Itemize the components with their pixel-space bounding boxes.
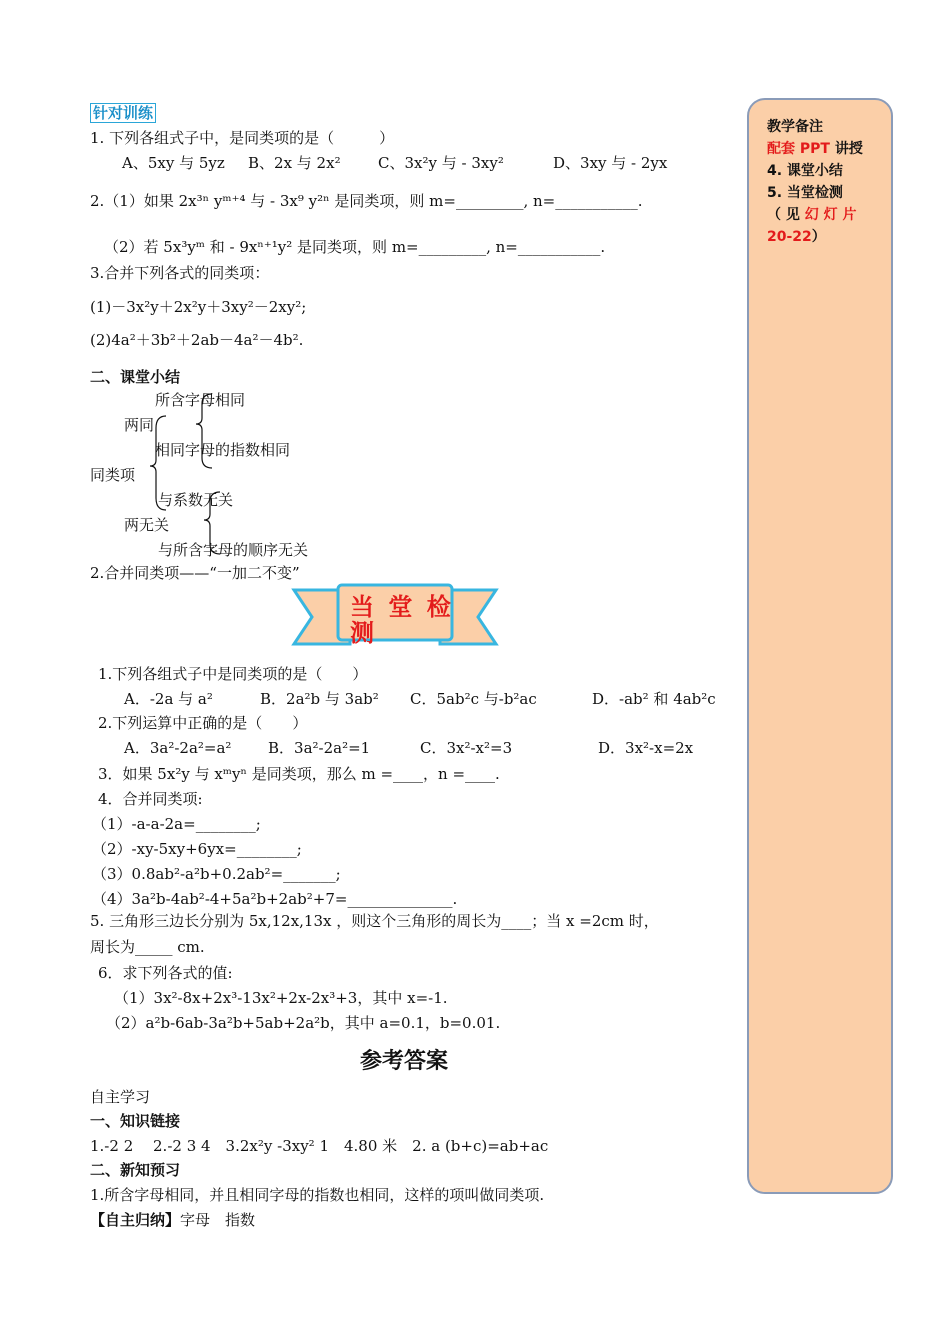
notes-slides-red: 幻 灯 片 bbox=[804, 207, 857, 223]
answers-summary-text: 字母 指数 bbox=[180, 1211, 256, 1229]
q3-part1: (1)－3x²y＋2x²y＋3xy²－2xy²; bbox=[90, 298, 307, 316]
test-q6: 6．求下列各式的值: bbox=[98, 964, 233, 982]
summary-two-same: 两同 bbox=[124, 416, 155, 434]
summary-heading: 二、课堂小结 bbox=[90, 369, 181, 386]
q1-option-d: D、3xy 与 - 2yx bbox=[553, 154, 668, 172]
test-q1-b: B．2a²b 与 3ab² bbox=[260, 690, 379, 708]
test-q2-d: D．3x²-x=2x bbox=[598, 739, 694, 757]
summary-merge: 2.合并同类项——“一加二不变” bbox=[90, 564, 300, 582]
notes-title: 教学备注 bbox=[767, 119, 823, 135]
test-q1-c: C．5ab²c 与-b²ac bbox=[410, 690, 537, 708]
notes-paren-open: （ 见 bbox=[767, 207, 805, 223]
answers-title: 参考答案 bbox=[360, 1048, 449, 1074]
test-q1: 1.下列各组式子中是同类项的是（ ） bbox=[98, 665, 368, 683]
answers-preview: 二、新知预习 bbox=[90, 1162, 181, 1179]
test-q2-c: C．3x²-x²=3 bbox=[420, 739, 513, 757]
q1-option-c: C、3x²y 与 - 3xy² bbox=[378, 154, 504, 172]
notes-range-red: 20-22 bbox=[767, 229, 812, 245]
summary-item-4: 与所含字母的顺序无关 bbox=[158, 541, 309, 559]
test-q1-a: A．-2a 与 a² bbox=[124, 690, 213, 708]
test-q6-item-2: （2）a²b-6ab-3a²b+5ab+2a²b，其中 a=0.1，b=0.01. bbox=[106, 1014, 501, 1032]
answers-line-2: 1.所含字母相同，并且相同字母的指数也相同，这样的项叫做同类项. bbox=[90, 1186, 545, 1204]
q1-option-b: B、2x 与 2x² bbox=[248, 154, 341, 172]
test-q4-item-3: （3）0.8ab²-a²b+0.2ab²=_______; bbox=[92, 865, 341, 883]
q3-part2: (2)4a²＋3b²＋2ab－4a²－4b². bbox=[90, 331, 304, 349]
test-q2-b: B．3a²-2a²=1 bbox=[268, 739, 371, 757]
notes-line-slides bbox=[767, 204, 857, 226]
q3-stem: 3.合并下列各式的同类项： bbox=[90, 264, 270, 282]
answers-summary bbox=[90, 1209, 255, 1230]
test-q3: 3．如果 5x²y 与 xᵐyⁿ 是同类项，那么 m =____，n =____. bbox=[98, 765, 500, 783]
test-q2: 2.下列运算中正确的是（ ） bbox=[98, 714, 308, 732]
summary-item-3: 与系数无关 bbox=[158, 491, 234, 509]
answers-self-study: 自主学习 bbox=[90, 1089, 151, 1106]
test-q4-item-2: （2）-xy-5xy+6yx=________; bbox=[92, 840, 302, 858]
answers-summary-label: 【自主归纳】 bbox=[90, 1212, 181, 1229]
q1-option-a: A、5xy 与 5yz bbox=[122, 154, 225, 172]
test-q5-line1: 5. 三角形三边长分别为 5x,12x,13x ，则这个三角形的周长为____；当 x =2cm 时， bbox=[90, 912, 659, 930]
summary-braces bbox=[140, 388, 230, 563]
test-q4-item-4: （4）3a²b-4ab²-4+5a²b+2ab²+7=______________. bbox=[92, 890, 458, 908]
q2-part2: （2）若 5x³yᵐ 和 - 9xⁿ⁺¹y² 是同类项，则 m=_________, n=___________. bbox=[104, 238, 606, 256]
section-label bbox=[90, 102, 156, 123]
answers-line-1: 1.-2 2 2.-2 3 4 3.2x²y -3xy² 1 4.80 米 2. a (b+c)=ab+ac bbox=[90, 1137, 549, 1155]
section-label-box: 针对训练 bbox=[90, 103, 156, 123]
test-q1-d: D．-ab² 和 4ab²c bbox=[592, 690, 716, 708]
test-q6-item-1: （1）3x²-8x+2x³-13x²+2x-2x³+3，其中 x=-1. bbox=[114, 989, 448, 1007]
notes-ppt-black: 讲授 bbox=[829, 141, 863, 157]
notes-line-range bbox=[767, 226, 826, 248]
summary-item-2: 相同字母的指数相同 bbox=[155, 441, 291, 459]
q2-part1: 2.（1）如果 2x³ⁿ yᵐ⁺⁴ 与 - 3x⁹ y²ⁿ 是同类项，则 m=_________, n=___________. bbox=[90, 192, 643, 210]
test-q4: 4．合并同类项: bbox=[98, 790, 203, 808]
notes-ppt-red: 配套 PPT bbox=[767, 141, 830, 157]
summary-item-1: 所含字母相同 bbox=[155, 391, 246, 409]
teaching-notes-panel bbox=[747, 98, 893, 1194]
summary-root: 同类项 bbox=[90, 466, 136, 484]
answers-knowledge-link: 一、知识链接 bbox=[90, 1113, 181, 1130]
test-q2-a: A．3a²-2a²=a² bbox=[124, 739, 232, 757]
notes-paren-close: ） bbox=[811, 229, 826, 245]
banner-title: 当 堂 检 测 bbox=[350, 593, 454, 647]
notes-line-test: 5. 当堂检测 bbox=[767, 185, 843, 201]
notes-line-ppt bbox=[767, 138, 863, 160]
q1-stem: 1. 下列各组式子中，是同类项的是（ ） bbox=[90, 129, 395, 147]
summary-two-irrelevant: 两无关 bbox=[124, 516, 170, 534]
test-q5-line2: 周长为_____ cm. bbox=[90, 938, 205, 956]
notes-line-summary: 4. 课堂小结 bbox=[767, 163, 843, 179]
test-q4-item-1: （1）-a-a-2a=________; bbox=[92, 815, 261, 833]
